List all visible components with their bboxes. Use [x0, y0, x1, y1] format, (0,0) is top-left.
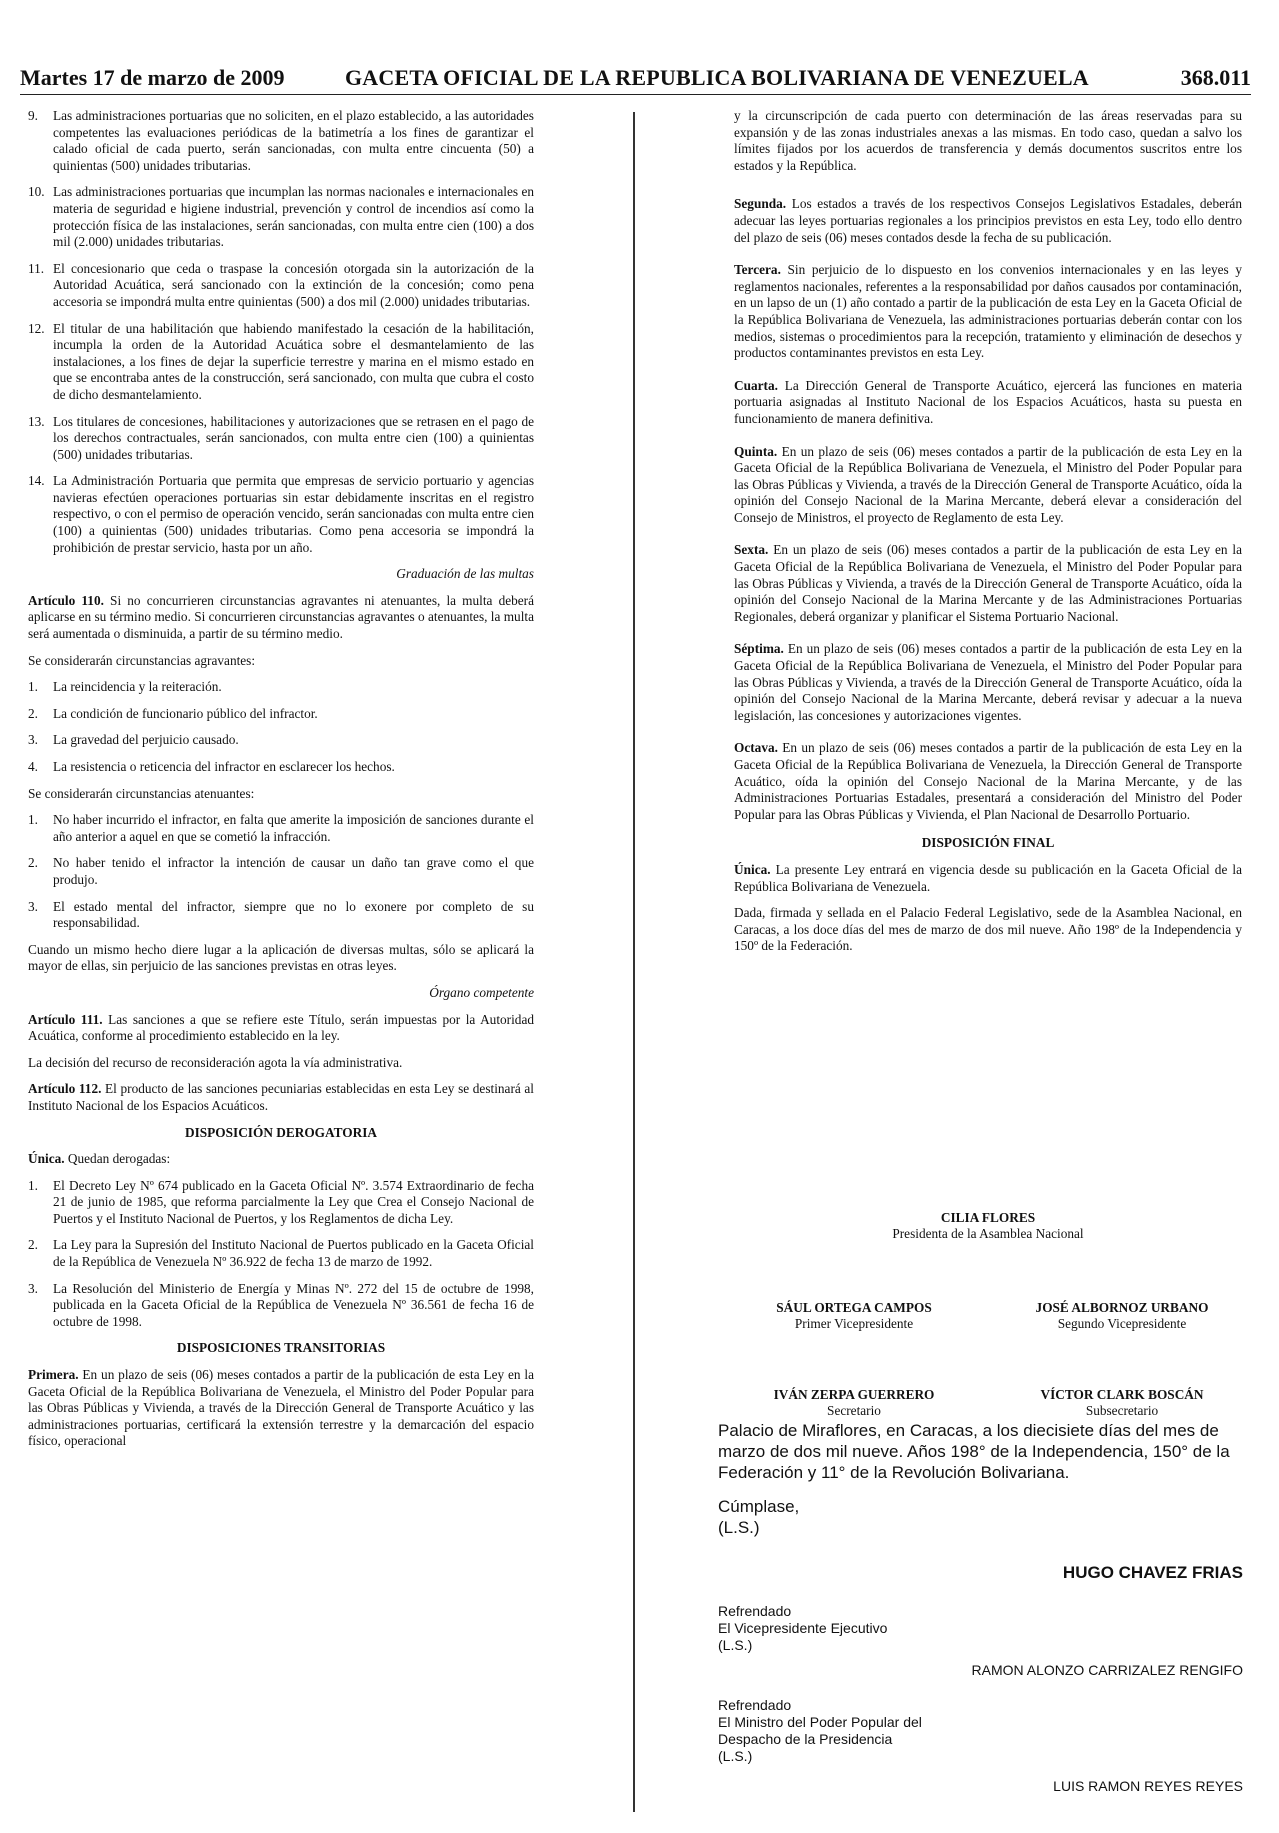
ls-mark: (L.S.)	[718, 1637, 753, 1653]
refrendo-vicepresident	[718, 1603, 887, 1654]
ref-name: RAMON ALONZO CARRIZALEZ RENGIFO	[971, 1662, 1243, 1678]
list-item-number: 9.	[28, 108, 38, 123]
octava-transitoria: Octava. En un plazo de seis (06) meses contados a partir de la publicación de esta Ley en la Gaceta Oficial de la República Bolivariana de Venezuela, la Dirección General de Transporte Acuático, oída la opinión del Consejo Nacional de la Marina Mercante, y de las Administraciones Portuarias Estadales, presentará a consideración del Ministro del Poder Popular para las Obras Públicas y Vivienda, el Plan Nacional de Desarrollo Portuario.	[734, 740, 1242, 822]
sexta-transitoria: Sexta. En un plazo de seis (06) meses contados a partir de la publicación de esta Ley en la Gaceta Oficial de la República Bolivariana de Venezuela, el Ministro del Poder Popular para las Obras Públicas y Vivienda, a través de la Dirección General de Transporte Acuático, oída la opinión del Consejo Nacional de la Marina Mercante y de las Administraciones Portuarias Regionales, deberá organizar y planificar el Sistema Portuario Nacional.	[734, 542, 1242, 624]
signer-name: VÍCTOR CLARK BOSCÁN	[1040, 1387, 1204, 1402]
ref-name: LUIS RAMON REYES REYES	[1053, 1778, 1243, 1794]
list-item-text: La Ley para la Supresión del Instituto Nacional de Puertos publicado en la Gaceta Oficial de la República de Venezuela Nº 36.922 de fecha 13 de marzo de 1992.	[53, 1237, 534, 1270]
ls-mark: (L.S.)	[718, 1748, 753, 1764]
list-item	[28, 261, 534, 311]
list-item-text: No haber tenido el infractor la intención de causar un daño tan grave como el que produjo.	[53, 855, 534, 887]
cumplase-block	[718, 1496, 799, 1538]
list-item-text: La gravedad del perjuicio causado.	[53, 732, 239, 748]
signer-name: CILIA FLORES	[940, 1210, 1036, 1225]
ref-label: Refrendado	[718, 1603, 792, 1619]
list-item-number: 3.	[28, 732, 38, 748]
article-110: Artículo 110. Si no concurrieren circunstancias agravantes ni atenuantes, la multa deberá aplicarse en su término medio. Si concurrieren circunstancias agravantes o atenuantes, la multa será aumentada o disminuida, a partir de su término medio.	[28, 592, 534, 642]
subtitle-multas: Graduación de las multas	[396, 566, 534, 582]
atenuantes-list	[28, 812, 534, 932]
list-item-text: No haber incurrido el infractor, en falta que amerite la imposición de sanciones durante el año anterior a aquel en que se cometió la infracción.	[53, 812, 534, 844]
list-item	[28, 1281, 534, 1331]
page-header	[20, 64, 1251, 95]
signer-title: Segundo Vicepresidente	[1057, 1316, 1187, 1331]
list-item	[28, 679, 534, 696]
signer-title: Primer Vicepresidente	[794, 1316, 914, 1331]
list-item-number: 2.	[28, 705, 38, 721]
ref-office: Despacho de la Presidencia	[718, 1731, 893, 1747]
agravantes-intro: Se considerarán circunstancias agravantes:	[28, 652, 256, 668]
agravantes-list	[28, 679, 534, 775]
signature-row-vicepresidents	[734, 1300, 1242, 1332]
signer-name: SÁUL ORTEGA CAMPOS	[776, 1300, 932, 1315]
sanction-list	[28, 108, 534, 556]
derogatoria-heading: DISPOSICIÓN DEROGATORIA	[185, 1124, 377, 1140]
right-column	[734, 108, 1242, 965]
primera-transitoria: Primera. En un plazo de seis (06) meses contados a partir de la publicación de esta Ley en la Gaceta Oficial de la República Bolivariana de Venezuela, el Ministro del Poder Popular para las Obras Públicas y Vivienda, a través de la Dirección General de Transporte Acuático y las administraciones portuarias, certificará la extensión terrestre y la demarcación del espacio físico, operacional	[28, 1367, 534, 1449]
list-item	[28, 108, 534, 174]
tercera-transitoria: Tercera. Sin perjuicio de lo dispuesto en los convenios internacionales y en las leyes y reglamentos nacionales, referentes a la responsabilidad por daños causados por contaminación, en un lapso de un (1) año contado a partir de la publicación de esta Ley en la Gaceta Oficial de la República Bolivariana de Venezuela, las administraciones portuarias deberán contar con los medios, sistemas o procedimientos para la recepción, tratamiento y eliminación de desechos y productos contaminantes previstos en esta Ley.	[734, 262, 1242, 361]
primera-continuation: y la circunscripción de cada puerto con determinación de las áreas reservadas para su expansión y de las zonas industriales anexas a las mismas. En todo caso, quedan a salvo los límites fijados por los acuerdos de transferencia y demás documentos suscritos entre los estados y la República.	[734, 108, 1242, 173]
segunda-transitoria: Segunda. Los estados a través de los respectivos Consejos Legislativos Estadales, deberán adecuar las leyes portuarias regionales a los principios previstos en esta Ley, todo ello dentro del plazo de seis (06) meses contados desde la fecha de su publicación.	[734, 196, 1242, 245]
article-111: Artículo 111. Las sanciones a que se refiere este Título, serán impuestas por la Autoridad Acuática, conforme al procedimiento establecido en la ley.	[28, 1011, 534, 1044]
header-title: GACETA OFICIAL DE LA REPUBLICA BOLIVARIANA DE VENEZUELA	[345, 65, 1089, 90]
list-item-text: El Decreto Ley Nº 674 publicado en la Gaceta Oficial Nº. 3.574 Extraordinario de fecha 21 de junio de 1985, que reforma parcialmente la Ley que Crea el Consejo Nacional de Puertos y el Instituto Nacional de Puertos, y los Reglamentos de dicha Ley.	[53, 1177, 534, 1226]
list-item-text: La reincidencia y la reiteración.	[53, 679, 222, 695]
list-item	[28, 321, 534, 404]
unica-final: Única. La presente Ley entrará en vigencia desde su publicación en la Gaceta Oficial de la República Bolivariana de Venezuela.	[734, 861, 1242, 894]
list-item-text: La Administración Portuaria que permita que empresas de servicio portuario y agencias navieras efectúen operaciones portuarias sin estar debidamente inscritas en el registro respectivo, o con el permiso de operación vencido, serán sancionadas con multa entre cien (100) a quinientas (500) unidades tributarias. Como pena accesoria se impondrá la prohibición de prestar servicio, hasta por un año.	[53, 473, 534, 555]
list-item-number: 10.	[28, 184, 45, 200]
list-item-number: 14.	[28, 473, 45, 489]
cuarta-transitoria: Cuarta. La Dirección General de Transporte Acuático, ejercerá las funciones en materia portuaria asignadas al Instituto Nacional de los Espacios Acuáticos, hasta su puesta en funcionamiento de manera definitiva.	[734, 377, 1242, 426]
dada-text: Dada, firmada y sellada en el Palacio Federal Legislativo, sede de la Asamblea Nacional, en Caracas, a los doce días del mes de marzo de dos mil nueve. Año 198º de la Independencia y 150º de la Federación.	[734, 905, 1242, 954]
page-number: 368.011	[1180, 65, 1251, 90]
promulgation-text: Palacio de Miraflores, en Caracas, a los diecisiete días del mes de marzo de dos mil nueve. Años 198° de la Independencia, 150° de la Federación y 11° de la Revolución Bolivariana.	[718, 1421, 1230, 1482]
list-item-text: La resistencia o reticencia del infractor en esclarecer los hechos.	[53, 759, 395, 774]
list-item	[28, 706, 534, 723]
signer-title: Presidenta de la Asamblea Nacional	[892, 1226, 1084, 1241]
list-item-text: El estado mental del infractor, siempre que no lo exonere por completo de su responsabilidad.	[53, 898, 534, 931]
header-date: Martes 17 de marzo de 2009	[20, 65, 285, 90]
list-item-text: El titular de una habilitación que habiendo manifestado la cesación de la habilitación, incumpla la orden de la Autoridad Acuática sobre el desmantelamiento de las instalaciones, a los fines de dejar la superficie terrestre y marina en el mismo estado en que se encontraba antes de la construcción, será sancionado, con multa que cubra el costo de dicho desmantelamiento.	[53, 320, 534, 402]
list-item-text: La Resolución del Ministerio de Energía y Minas Nº. 272 del 15 de octubre de 1998, publicada en la Gaceta Oficial de la República de Venezuela Nº 36.561 de fecha 16 de octubre de 1998.	[53, 1280, 534, 1329]
list-item	[28, 759, 534, 776]
list-item	[28, 1178, 534, 1228]
signature-president-assembly	[734, 1210, 1242, 1242]
list-item	[28, 812, 534, 845]
list-item-number: 2.	[28, 1237, 38, 1253]
list-item	[28, 855, 534, 888]
list-item-number: 11.	[28, 260, 45, 276]
list-item	[28, 1237, 534, 1270]
list-item-number: 3.	[28, 898, 38, 914]
list-item-text: Los titulares de concesiones, habilitaciones y autorizaciones que se retrasen en el pago de los derechos contractuales, serán sancionados, con multa entre cien (100) a quinientas (500) unidades tributarias.	[53, 413, 534, 462]
list-item-text: El concesionario que ceda o traspase la concesión otorgada sin la autorización de la Autoridad Acuática, será sancionado con la extinción de la concesión; como pena accesoria se impondrá multa entre quinientas (500) a dos mil (2.000) unidades tributarias.	[53, 260, 534, 309]
list-item-number: 2.	[28, 855, 38, 871]
list-item	[28, 899, 534, 932]
list-item-text: Las administraciones portuarias que no soliciten, en el plazo establecido, a las autoridades competentes las evaluaciones periódicas de la batimetría a los fines de garantizar el calado oficial de cada puerto, serán sancionadas, con multa entre cincuenta (50) a quinientas (500) unidades tributarias.	[53, 108, 534, 173]
list-item-number: 3.	[28, 1280, 38, 1296]
ref-label: Refrendado	[718, 1697, 792, 1713]
septima-transitoria: Séptima. En un plazo de seis (06) meses contados a partir de la publicación de esta Ley en la Gaceta Oficial de la República Bolivariana de Venezuela, el Ministro del Poder Popular para las Obras Públicas y Vivienda, a través de la Dirección General de Transporte Acuático, oída la opinión del Consejo Nacional de la Marina Mercante, deberá revisar y adecuar a la nueva legislación, las concesiones y autorizaciones vigentes.	[734, 641, 1242, 723]
signer-name: JOSÉ ALBORNOZ URBANO	[1035, 1300, 1209, 1315]
signer-title: Secretario	[827, 1403, 881, 1418]
derogadas-list	[28, 1178, 534, 1331]
left-column	[28, 108, 534, 1460]
refrendo-minister	[718, 1697, 922, 1765]
atenuantes-intro: Se considerarán circunstancias atenuantes:	[28, 785, 255, 801]
list-item-number: 4.	[28, 759, 38, 774]
list-item	[28, 473, 534, 556]
reconsideration-text: La decisión del recurso de reconsideración agota la vía administrativa.	[28, 1054, 403, 1070]
list-item-text: Las administraciones portuarias que incumplan las normas nacionales e internacionales en materia de seguridad e higiene industrial, prevención y control de incendios así como la protección física de las instalaciones, serán sancionadas, con multa entre cien (100) a dos mil (2.000) unidades tributarias.	[53, 184, 534, 250]
list-item-number: 1.	[28, 1177, 38, 1193]
list-item	[28, 732, 534, 749]
ls-mark: (L.S.)	[718, 1518, 760, 1537]
column-divider	[633, 112, 635, 1812]
signer-name: IVÁN ZERPA GUERRERO	[773, 1387, 935, 1402]
list-item-number: 13.	[28, 413, 45, 429]
signature-row-secretaries	[734, 1387, 1242, 1419]
ref-office: El Vicepresidente Ejecutivo	[718, 1620, 888, 1636]
multiple-fines-text: Cuando un mismo hecho diere lugar a la aplicación de diversas multas, sólo se aplicará la mayor de ellas, sin perjuicio de las sanciones previstas en otras leyes.	[28, 941, 534, 974]
president-name: HUGO CHAVEZ FRIAS	[1062, 1563, 1243, 1582]
list-item-text: La condición de funcionario público del infractor.	[53, 705, 318, 721]
transitorias-heading: DISPOSICIONES TRANSITORIAS	[176, 1340, 386, 1356]
final-heading: DISPOSICIÓN FINAL	[921, 835, 1055, 851]
quinta-transitoria: Quinta. En un plazo de seis (06) meses contados a partir de la publicación de esta Ley en la Gaceta Oficial de la República Bolivariana de Venezuela, el Ministro del Poder Popular para las Obras Públicas y Vivienda, a través de la Dirección General de Transporte Acuático, oída la opinión del Consejo Nacional de la Marina Mercante, deberá elevar a consideración del Consejo de Ministros, el proyecto de Reglamento de esta Ley.	[734, 443, 1242, 525]
list-item	[28, 414, 534, 464]
list-item-number: 1.	[28, 812, 38, 828]
article-112: Artículo 112. El producto de las sanciones pecuniarias establecidas en esta Ley se destinará al Instituto Nacional de los Espacios Acuáticos.	[28, 1081, 534, 1113]
subtitle-organo: Órgano competente	[429, 984, 534, 1000]
list-item-number: 12.	[28, 320, 45, 336]
list-item	[28, 184, 534, 250]
signer-title: Subsecretario	[1085, 1403, 1159, 1418]
ref-office: El Ministro del Poder Popular del	[718, 1714, 922, 1730]
cumplase-label: Cúmplase,	[718, 1497, 800, 1516]
unica-derogatoria: Única. Quedan derogadas:	[28, 1151, 171, 1167]
list-item-number: 1.	[28, 679, 38, 695]
